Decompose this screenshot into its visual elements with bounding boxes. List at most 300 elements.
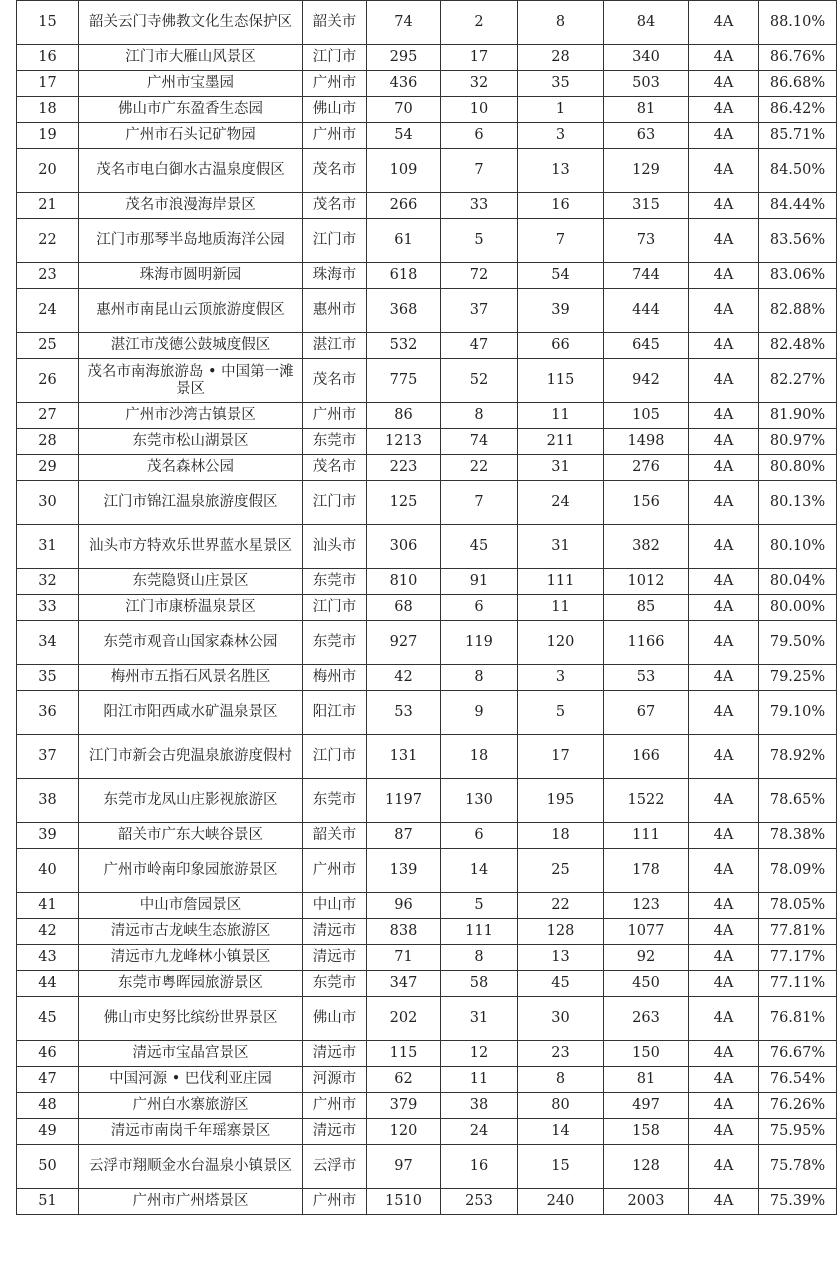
value2-cell: 72 (441, 263, 518, 289)
grade-cell: 4A (689, 823, 759, 849)
rate-cell: 78.38% (759, 823, 837, 849)
table-row (17, 569, 837, 595)
rank-cell: 50 (17, 1145, 79, 1189)
table-row (17, 481, 837, 525)
total-cell: 166 (604, 735, 689, 779)
value2-cell: 24 (441, 1119, 518, 1145)
city-cell: 广州市 (303, 1189, 367, 1215)
rate-cell: 84.44% (759, 193, 837, 219)
value1-cell: 61 (367, 219, 441, 263)
rate-cell: 80.80% (759, 455, 837, 481)
value3-cell: 8 (518, 1067, 604, 1093)
value3-cell: 8 (518, 1, 604, 45)
rank-cell: 28 (17, 429, 79, 455)
value2-cell: 8 (441, 665, 518, 691)
table-row (17, 919, 837, 945)
scenic-name-cell: 韶关市广东大峡谷景区 (79, 823, 303, 849)
grade-cell: 4A (689, 149, 759, 193)
value2-cell: 52 (441, 359, 518, 403)
grade-cell: 4A (689, 481, 759, 525)
table-row (17, 735, 837, 779)
table-row (17, 779, 837, 823)
city-cell: 茂名市 (303, 149, 367, 193)
table-row (17, 149, 837, 193)
city-cell: 中山市 (303, 893, 367, 919)
total-cell: 156 (604, 481, 689, 525)
grade-cell: 4A (689, 1145, 759, 1189)
value2-cell: 11 (441, 1067, 518, 1093)
rate-cell: 77.17% (759, 945, 837, 971)
total-cell: 158 (604, 1119, 689, 1145)
table-row (17, 971, 837, 997)
value3-cell: 31 (518, 455, 604, 481)
city-cell: 江门市 (303, 219, 367, 263)
grade-cell: 4A (689, 595, 759, 621)
total-cell: 73 (604, 219, 689, 263)
value2-cell: 37 (441, 289, 518, 333)
rank-cell: 18 (17, 97, 79, 123)
rank-cell: 19 (17, 123, 79, 149)
total-cell: 111 (604, 823, 689, 849)
rank-cell: 30 (17, 481, 79, 525)
city-cell: 东莞市 (303, 621, 367, 665)
table-row (17, 1093, 837, 1119)
table-row (17, 97, 837, 123)
value2-cell: 33 (441, 193, 518, 219)
total-cell: 1012 (604, 569, 689, 595)
rank-cell: 17 (17, 71, 79, 97)
value1-cell: 71 (367, 945, 441, 971)
rank-cell: 31 (17, 525, 79, 569)
rank-cell: 39 (17, 823, 79, 849)
value1-cell: 109 (367, 149, 441, 193)
scenic-name-cell: 广州市宝墨园 (79, 71, 303, 97)
rank-cell: 26 (17, 359, 79, 403)
rank-cell: 34 (17, 621, 79, 665)
value1-cell: 97 (367, 1145, 441, 1189)
value2-cell: 91 (441, 569, 518, 595)
value1-cell: 368 (367, 289, 441, 333)
value3-cell: 11 (518, 595, 604, 621)
value2-cell: 8 (441, 403, 518, 429)
total-cell: 1498 (604, 429, 689, 455)
value3-cell: 1 (518, 97, 604, 123)
rank-cell: 45 (17, 997, 79, 1041)
scenic-name-cell: 广州市石头记矿物园 (79, 123, 303, 149)
rate-cell: 76.81% (759, 997, 837, 1041)
grade-cell: 4A (689, 45, 759, 71)
rate-cell: 78.09% (759, 849, 837, 893)
city-cell: 清远市 (303, 945, 367, 971)
rate-cell: 78.65% (759, 779, 837, 823)
scenic-name-cell: 梅州市五指石风景名胜区 (79, 665, 303, 691)
rate-cell: 80.10% (759, 525, 837, 569)
city-cell: 江门市 (303, 735, 367, 779)
value2-cell: 16 (441, 1145, 518, 1189)
value2-cell: 9 (441, 691, 518, 735)
city-cell: 汕头市 (303, 525, 367, 569)
grade-cell: 4A (689, 455, 759, 481)
rate-cell: 80.13% (759, 481, 837, 525)
total-cell: 503 (604, 71, 689, 97)
city-cell: 韶关市 (303, 1, 367, 45)
rate-cell: 77.81% (759, 919, 837, 945)
value3-cell: 115 (518, 359, 604, 403)
grade-cell: 4A (689, 525, 759, 569)
table-row (17, 193, 837, 219)
value3-cell: 24 (518, 481, 604, 525)
value3-cell: 128 (518, 919, 604, 945)
city-cell: 东莞市 (303, 569, 367, 595)
total-cell: 444 (604, 289, 689, 333)
value1-cell: 1197 (367, 779, 441, 823)
city-cell: 茂名市 (303, 455, 367, 481)
rate-cell: 80.00% (759, 595, 837, 621)
value1-cell: 54 (367, 123, 441, 149)
table-row (17, 595, 837, 621)
rank-cell: 37 (17, 735, 79, 779)
value2-cell: 6 (441, 823, 518, 849)
value2-cell: 22 (441, 455, 518, 481)
scenic-name-cell: 江门市新会古兜温泉旅游度假村 (79, 735, 303, 779)
scenic-name-cell: 江门市大雁山风景区 (79, 45, 303, 71)
value1-cell: 532 (367, 333, 441, 359)
grade-cell: 4A (689, 263, 759, 289)
total-cell: 263 (604, 997, 689, 1041)
scenic-name-cell: 清远市古龙峡生态旅游区 (79, 919, 303, 945)
value2-cell: 10 (441, 97, 518, 123)
total-cell: 123 (604, 893, 689, 919)
value1-cell: 125 (367, 481, 441, 525)
value3-cell: 23 (518, 1041, 604, 1067)
table-row (17, 691, 837, 735)
table-row (17, 359, 837, 403)
grade-cell: 4A (689, 665, 759, 691)
grade-cell: 4A (689, 997, 759, 1041)
value2-cell: 111 (441, 919, 518, 945)
grade-cell: 4A (689, 193, 759, 219)
scenic-name-cell: 佛山市史努比缤纷世界景区 (79, 997, 303, 1041)
value1-cell: 42 (367, 665, 441, 691)
grade-cell: 4A (689, 403, 759, 429)
value3-cell: 28 (518, 45, 604, 71)
rank-cell: 47 (17, 1067, 79, 1093)
total-cell: 53 (604, 665, 689, 691)
table-row (17, 1067, 837, 1093)
grade-cell: 4A (689, 1093, 759, 1119)
rate-cell: 78.05% (759, 893, 837, 919)
rank-cell: 44 (17, 971, 79, 997)
scenic-name-cell: 湛江市茂德公鼓城度假区 (79, 333, 303, 359)
value2-cell: 74 (441, 429, 518, 455)
scenic-name-cell: 江门市那琴半岛地质海洋公园 (79, 219, 303, 263)
table-row (17, 1145, 837, 1189)
value3-cell: 7 (518, 219, 604, 263)
value2-cell: 119 (441, 621, 518, 665)
grade-cell: 4A (689, 971, 759, 997)
total-cell: 942 (604, 359, 689, 403)
grade-cell: 4A (689, 1, 759, 45)
value2-cell: 31 (441, 997, 518, 1041)
value1-cell: 120 (367, 1119, 441, 1145)
city-cell: 河源市 (303, 1067, 367, 1093)
value1-cell: 266 (367, 193, 441, 219)
scenic-name-cell: 广州市岭南印象园旅游景区 (79, 849, 303, 893)
city-cell: 清远市 (303, 1119, 367, 1145)
value3-cell: 66 (518, 333, 604, 359)
grade-cell: 4A (689, 1041, 759, 1067)
value1-cell: 775 (367, 359, 441, 403)
city-cell: 茂名市 (303, 359, 367, 403)
value3-cell: 195 (518, 779, 604, 823)
rate-cell: 88.10% (759, 1, 837, 45)
value1-cell: 53 (367, 691, 441, 735)
rate-cell: 86.76% (759, 45, 837, 71)
value2-cell: 18 (441, 735, 518, 779)
city-cell: 东莞市 (303, 429, 367, 455)
grade-cell: 4A (689, 691, 759, 735)
rate-cell: 86.68% (759, 71, 837, 97)
grade-cell: 4A (689, 359, 759, 403)
value1-cell: 202 (367, 997, 441, 1041)
value3-cell: 3 (518, 123, 604, 149)
scenic-name-cell: 东莞市观音山国家森林公园 (79, 621, 303, 665)
rank-cell: 38 (17, 779, 79, 823)
value1-cell: 74 (367, 1, 441, 45)
city-cell: 阳江市 (303, 691, 367, 735)
rate-cell: 76.54% (759, 1067, 837, 1093)
table-row (17, 849, 837, 893)
scenic-name-cell: 东莞市龙凤山庄影视旅游区 (79, 779, 303, 823)
scenic-name-cell: 茂名市浪漫海岸景区 (79, 193, 303, 219)
table-row (17, 455, 837, 481)
scenic-name-cell: 茂名市电白御水古温泉度假区 (79, 149, 303, 193)
value3-cell: 15 (518, 1145, 604, 1189)
city-cell: 广州市 (303, 403, 367, 429)
total-cell: 2003 (604, 1189, 689, 1215)
rank-cell: 49 (17, 1119, 79, 1145)
table-row (17, 403, 837, 429)
value1-cell: 306 (367, 525, 441, 569)
rank-cell: 16 (17, 45, 79, 71)
table-body (17, 1, 837, 1215)
scenic-name-cell: 中山市詹园景区 (79, 893, 303, 919)
table-row (17, 123, 837, 149)
total-cell: 497 (604, 1093, 689, 1119)
rank-cell: 32 (17, 569, 79, 595)
total-cell: 85 (604, 595, 689, 621)
grade-cell: 4A (689, 71, 759, 97)
table-row (17, 1119, 837, 1145)
total-cell: 67 (604, 691, 689, 735)
scenic-name-cell: 江门市锦江温泉旅游度假区 (79, 481, 303, 525)
rank-cell: 51 (17, 1189, 79, 1215)
value1-cell: 927 (367, 621, 441, 665)
rank-cell: 21 (17, 193, 79, 219)
value3-cell: 120 (518, 621, 604, 665)
value3-cell: 240 (518, 1189, 604, 1215)
grade-cell: 4A (689, 735, 759, 779)
rank-cell: 15 (17, 1, 79, 45)
table-row (17, 893, 837, 919)
table-row (17, 289, 837, 333)
rank-cell: 33 (17, 595, 79, 621)
city-cell: 江门市 (303, 481, 367, 525)
value3-cell: 3 (518, 665, 604, 691)
total-cell: 128 (604, 1145, 689, 1189)
table-row (17, 823, 837, 849)
total-cell: 315 (604, 193, 689, 219)
value1-cell: 68 (367, 595, 441, 621)
scenic-name-cell: 东莞隐贤山庄景区 (79, 569, 303, 595)
city-cell: 佛山市 (303, 997, 367, 1041)
value3-cell: 14 (518, 1119, 604, 1145)
city-cell: 江门市 (303, 595, 367, 621)
city-cell: 东莞市 (303, 971, 367, 997)
value1-cell: 810 (367, 569, 441, 595)
rate-cell: 82.88% (759, 289, 837, 333)
scenic-name-cell: 云浮市翔顺金水台温泉小镇景区 (79, 1145, 303, 1189)
scenic-name-cell: 汕头市方特欢乐世界蓝水星景区 (79, 525, 303, 569)
value2-cell: 6 (441, 123, 518, 149)
rate-cell: 78.92% (759, 735, 837, 779)
table-row (17, 71, 837, 97)
rate-cell: 76.26% (759, 1093, 837, 1119)
city-cell: 梅州市 (303, 665, 367, 691)
grade-cell: 4A (689, 569, 759, 595)
value3-cell: 54 (518, 263, 604, 289)
scenic-name-cell: 惠州市南昆山云顶旅游度假区 (79, 289, 303, 333)
total-cell: 129 (604, 149, 689, 193)
scenic-name-cell: 东莞市粤晖园旅游景区 (79, 971, 303, 997)
grade-cell: 4A (689, 97, 759, 123)
total-cell: 340 (604, 45, 689, 71)
value3-cell: 30 (518, 997, 604, 1041)
value3-cell: 22 (518, 893, 604, 919)
city-cell: 江门市 (303, 45, 367, 71)
value3-cell: 80 (518, 1093, 604, 1119)
grade-cell: 4A (689, 621, 759, 665)
value1-cell: 62 (367, 1067, 441, 1093)
rank-cell: 29 (17, 455, 79, 481)
grade-cell: 4A (689, 123, 759, 149)
rank-cell: 23 (17, 263, 79, 289)
scenic-name-cell: 广州市广州塔景区 (79, 1189, 303, 1215)
grade-cell: 4A (689, 945, 759, 971)
scenic-name-cell: 佛山市广东盈香生态园 (79, 97, 303, 123)
city-cell: 广州市 (303, 123, 367, 149)
scenic-name-cell: 珠海市圆明新园 (79, 263, 303, 289)
city-cell: 佛山市 (303, 97, 367, 123)
value1-cell: 436 (367, 71, 441, 97)
city-cell: 韶关市 (303, 823, 367, 849)
total-cell: 1166 (604, 621, 689, 665)
total-cell: 450 (604, 971, 689, 997)
value1-cell: 86 (367, 403, 441, 429)
total-cell: 1077 (604, 919, 689, 945)
rank-cell: 35 (17, 665, 79, 691)
value3-cell: 13 (518, 945, 604, 971)
rate-cell: 83.56% (759, 219, 837, 263)
grade-cell: 4A (689, 779, 759, 823)
rate-cell: 75.95% (759, 1119, 837, 1145)
city-cell: 东莞市 (303, 779, 367, 823)
city-cell: 湛江市 (303, 333, 367, 359)
rank-cell: 42 (17, 919, 79, 945)
city-cell: 茂名市 (303, 193, 367, 219)
table-row (17, 997, 837, 1041)
city-cell: 清远市 (303, 919, 367, 945)
value2-cell: 45 (441, 525, 518, 569)
value2-cell: 5 (441, 893, 518, 919)
rate-cell: 83.06% (759, 263, 837, 289)
grade-cell: 4A (689, 1189, 759, 1215)
table-row (17, 263, 837, 289)
value2-cell: 32 (441, 71, 518, 97)
value1-cell: 379 (367, 1093, 441, 1119)
value3-cell: 11 (518, 403, 604, 429)
total-cell: 105 (604, 403, 689, 429)
value1-cell: 87 (367, 823, 441, 849)
table-row (17, 219, 837, 263)
city-cell: 珠海市 (303, 263, 367, 289)
city-cell: 广州市 (303, 71, 367, 97)
scenic-name-cell: 东莞市松山湖景区 (79, 429, 303, 455)
rate-cell: 75.39% (759, 1189, 837, 1215)
rate-cell: 77.11% (759, 971, 837, 997)
value1-cell: 618 (367, 263, 441, 289)
table-row (17, 429, 837, 455)
table-row (17, 621, 837, 665)
total-cell: 92 (604, 945, 689, 971)
city-cell: 云浮市 (303, 1145, 367, 1189)
rate-cell: 75.78% (759, 1145, 837, 1189)
grade-cell: 4A (689, 333, 759, 359)
grade-cell: 4A (689, 429, 759, 455)
scenic-name-cell: 清远市宝晶宫景区 (79, 1041, 303, 1067)
value2-cell: 38 (441, 1093, 518, 1119)
scenic-name-cell: 茂名森林公园 (79, 455, 303, 481)
value2-cell: 8 (441, 945, 518, 971)
document-page (16, 0, 826, 1215)
rank-cell: 40 (17, 849, 79, 893)
value3-cell: 211 (518, 429, 604, 455)
scenic-name-cell: 韶关云门寺佛教文化生态保护区 (79, 1, 303, 45)
city-cell: 广州市 (303, 849, 367, 893)
grade-cell: 4A (689, 893, 759, 919)
table-row (17, 945, 837, 971)
value3-cell: 45 (518, 971, 604, 997)
value3-cell: 17 (518, 735, 604, 779)
grade-cell: 4A (689, 289, 759, 333)
scenic-name-cell: 阳江市阳西咸水矿温泉景区 (79, 691, 303, 735)
city-cell: 广州市 (303, 1093, 367, 1119)
grade-cell: 4A (689, 1119, 759, 1145)
scenic-name-cell: 茂名市南海旅游岛 • 中国第一滩景区 (79, 359, 303, 403)
rank-cell: 25 (17, 333, 79, 359)
value3-cell: 31 (518, 525, 604, 569)
value1-cell: 347 (367, 971, 441, 997)
value1-cell: 139 (367, 849, 441, 893)
rank-cell: 46 (17, 1041, 79, 1067)
grade-cell: 4A (689, 219, 759, 263)
total-cell: 81 (604, 1067, 689, 1093)
value3-cell: 39 (518, 289, 604, 333)
value3-cell: 35 (518, 71, 604, 97)
total-cell: 150 (604, 1041, 689, 1067)
value1-cell: 1510 (367, 1189, 441, 1215)
scenic-name-cell: 广州白水寨旅游区 (79, 1093, 303, 1119)
